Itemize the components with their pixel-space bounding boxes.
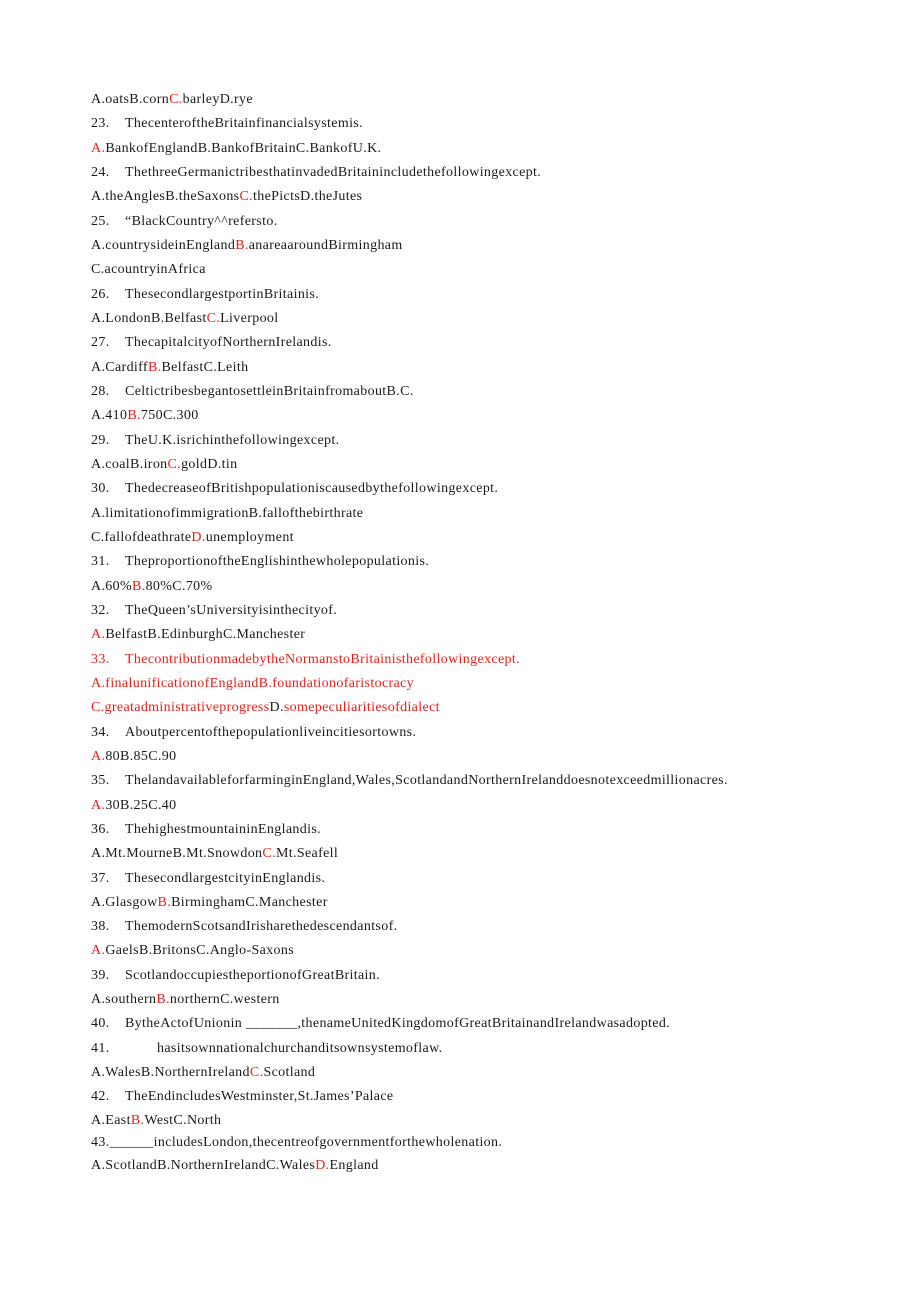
option-text: A.WalesB.NorthernIreland [91, 1065, 250, 1081]
question-number: 28. [91, 383, 110, 399]
question-number: 33. [91, 651, 110, 667]
question-number: 27. [91, 335, 110, 351]
option-text: A.ScotlandB.NorthernIrelandC.Wales [91, 1158, 316, 1174]
options-line [91, 794, 891, 818]
answer-mark: B. [147, 359, 162, 375]
option-text: A.limitationofimmigrationB.fallofthebirthrate [91, 505, 364, 521]
question-line [91, 477, 891, 501]
question-line [91, 599, 891, 623]
options-line [91, 137, 891, 161]
option-text: A.410 [91, 408, 128, 424]
question-text: ______includesLondon,thecentreofgovernmentforthewholenation. [109, 1135, 503, 1151]
question-line [91, 429, 891, 453]
answer-mark: C. [206, 310, 221, 326]
option-text: A.oatsB.corn [91, 92, 170, 107]
options-line [91, 526, 891, 550]
question-text: ThedecreaseofBritishpopulationiscausedbythefollowingexcept. [125, 481, 499, 497]
options-line [91, 502, 891, 526]
option-text: A.coalB.iron [91, 456, 168, 472]
question-line [91, 331, 891, 355]
question-number: 30. [91, 481, 110, 497]
answer-mark: A. [91, 943, 106, 959]
document-page [91, 88, 891, 1178]
option-text: Scotland [263, 1065, 316, 1081]
question-line [91, 380, 891, 404]
question-number: 42. [91, 1089, 110, 1105]
question-line [91, 210, 891, 234]
question-text: ThecapitalcityofNorthernIrelandis. [125, 335, 332, 351]
question-number: 26. [91, 286, 110, 302]
answer-mark: C.greatadministrativeprogress [91, 700, 270, 716]
question-number: 38. [91, 919, 110, 935]
options-line [91, 575, 891, 599]
option-text: GaelsB.BritonsC.Anglo-Saxons [105, 943, 295, 959]
answer-mark: D. [191, 529, 206, 545]
question-text: “BlackCountry^^refersto. [125, 213, 278, 229]
answer-mark: B. [132, 578, 146, 594]
option-text: England [329, 1158, 379, 1174]
options-line [91, 88, 891, 112]
options-line [91, 307, 891, 331]
question-text: ThethreeGermanictribesthatinvadedBritainincludethefollowingexcept. [125, 164, 542, 180]
question-number: 39. [91, 967, 110, 983]
question-number: 29. [91, 432, 110, 448]
option-text: anareaaroundBirmingham [248, 237, 403, 253]
answer-mark: B. [130, 1112, 145, 1128]
option-text: Mt.Seafell [275, 846, 339, 862]
options-line [91, 453, 891, 477]
answer-mark: C. [167, 456, 182, 472]
question-text: TheproportionoftheEnglishinthewholepopulationis. [125, 554, 430, 570]
options-line [91, 404, 891, 428]
question-text: TheU.K.isrichinthefollowingexcept. [125, 432, 340, 448]
question-line [91, 867, 891, 891]
question-number: 37. [91, 870, 110, 886]
question-line [91, 964, 891, 988]
question-text: ThesecondlargestcityinEnglandis. [125, 870, 326, 886]
option-text: D. [269, 700, 284, 716]
answer-mark: A. [91, 627, 106, 643]
options-line [91, 939, 891, 963]
option-text: C.fallofdeathrate [91, 529, 192, 545]
question-text: ThehighestmountaininEnglandis. [125, 821, 321, 837]
question-number: 34. [91, 724, 110, 740]
option-text: A.East [91, 1112, 131, 1128]
option-text: 80B.85C.90 [105, 748, 177, 764]
option-text: A.southern [91, 992, 157, 1008]
option-text: goldD.tin [181, 456, 238, 472]
options-line [91, 988, 891, 1012]
question-line [91, 283, 891, 307]
question-line [91, 721, 891, 745]
question-text: Aboutpercentofthepopulationliveincitiesortowns. [125, 724, 417, 740]
options-line [91, 745, 891, 769]
question-line [91, 1132, 891, 1155]
answer-mark: B. [156, 992, 170, 1008]
question-number: 35. [91, 773, 110, 789]
option-text: 30B.25C.40 [105, 797, 177, 813]
options-line [91, 696, 891, 720]
answer-mark: C. [262, 846, 276, 862]
question-line [91, 1037, 891, 1061]
answer-mark: C. [169, 92, 183, 107]
option-text: BirminghamC.Manchester [171, 894, 328, 910]
option-text: northernC.western [169, 992, 280, 1008]
answer-mark: A. [91, 748, 106, 764]
question-text: ThemodernScotsandIrisharethedescendantsof. [125, 919, 398, 935]
options-line [91, 891, 891, 915]
option-text: BelfastB.EdinburghC.Manchester [105, 627, 306, 643]
options-line [91, 1061, 891, 1085]
question-number: 32. [91, 602, 110, 618]
answer-mark: C. [239, 189, 254, 205]
question-line [91, 915, 891, 939]
question-line [91, 769, 891, 793]
question-number: 25. [91, 213, 110, 229]
answer-mark: A.finalunificationofEnglandB.foundationofaristocracy [91, 675, 414, 691]
option-text: 80%C.70% [145, 578, 213, 594]
option-text: A.LondonB.Belfast [91, 310, 207, 326]
question-text: TheQueen’sUniversityisinthecityof. [125, 602, 338, 618]
options-line [91, 1110, 891, 1133]
answer-mark: C. [249, 1065, 264, 1081]
question-number: 41. [91, 1040, 110, 1056]
option-text: A.Cardiff [91, 359, 148, 375]
option-text: WestC.North [144, 1112, 222, 1128]
question-number: 40. [91, 1016, 110, 1032]
answer-mark: B. [235, 237, 249, 253]
options-line [91, 258, 891, 282]
answer-mark: B. [157, 894, 172, 910]
option-text: A.60% [91, 578, 133, 594]
question-number: 24. [91, 164, 110, 180]
option-text: BelfastC.Leith [161, 359, 249, 375]
question-text: ThecenteroftheBritainfinancialsystemis. [125, 116, 363, 132]
answer-mark: A. [91, 797, 106, 813]
options-line [91, 185, 891, 209]
option-text: A.countrysideinEngland [91, 237, 236, 253]
question-line [91, 112, 891, 136]
option-text: barleyD.rye [182, 92, 253, 107]
question-line [91, 161, 891, 185]
question-text: BytheActofUnionin _______,thenameUnitedKingdomofGreatBritainandIrelandwasadopted. [125, 1016, 671, 1032]
question-text: CeltictribesbegantosettleinBritainfromaboutB.C. [125, 383, 414, 399]
answer-mark: D. [315, 1158, 330, 1174]
question-line [91, 818, 891, 842]
option-text: C.acountryinAfrica [91, 262, 206, 278]
question-text: ThecontributionmadebytheNormanstoBritainisthefollowingexcept. [125, 651, 520, 667]
option-text: thePictsD.theJutes [253, 189, 363, 205]
question-text: hasitsownnationalchurchanditsownsystemoflaw. [157, 1040, 443, 1056]
options-line [91, 623, 891, 647]
options-line [91, 356, 891, 380]
option-text: BankofEnglandB.BankofBritainC.BankofU.K. [105, 140, 382, 156]
answer-mark: somepeculiaritiesofdialect [283, 700, 440, 716]
options-line [91, 234, 891, 258]
question-text: ThelandavailableforfarminginEngland,Wales,ScotlandandNorthernIrelanddoesnotexceedmillionacres. [125, 773, 728, 789]
option-text: A.Glasgow [91, 894, 158, 910]
answer-mark: B. [127, 408, 141, 424]
question-number: 43. [91, 1135, 110, 1151]
option-text: A.theAnglesB.theSaxons [91, 189, 240, 205]
question-line [91, 1012, 891, 1036]
option-text: unemployment [205, 529, 294, 545]
options-line [91, 842, 891, 866]
answer-mark: A. [91, 140, 106, 156]
option-text: 750C.300 [140, 408, 199, 424]
question-line [91, 648, 891, 672]
question-text: TheEndincludesWestminster,St.James’Palace [125, 1089, 394, 1105]
options-line [91, 1155, 891, 1178]
question-number: 36. [91, 821, 110, 837]
question-number: 31. [91, 554, 110, 570]
option-text: Liverpool [220, 310, 279, 326]
question-line [91, 550, 891, 574]
question-text: ScotlandoccupiestheportionofGreatBritain. [125, 967, 381, 983]
question-text: ThesecondlargestportinBritainis. [125, 286, 320, 302]
option-text: A.Mt.MourneB.Mt.Snowdon [91, 846, 263, 862]
options-line [91, 672, 891, 696]
question-number: 23. [91, 116, 110, 132]
question-line [91, 1085, 891, 1109]
